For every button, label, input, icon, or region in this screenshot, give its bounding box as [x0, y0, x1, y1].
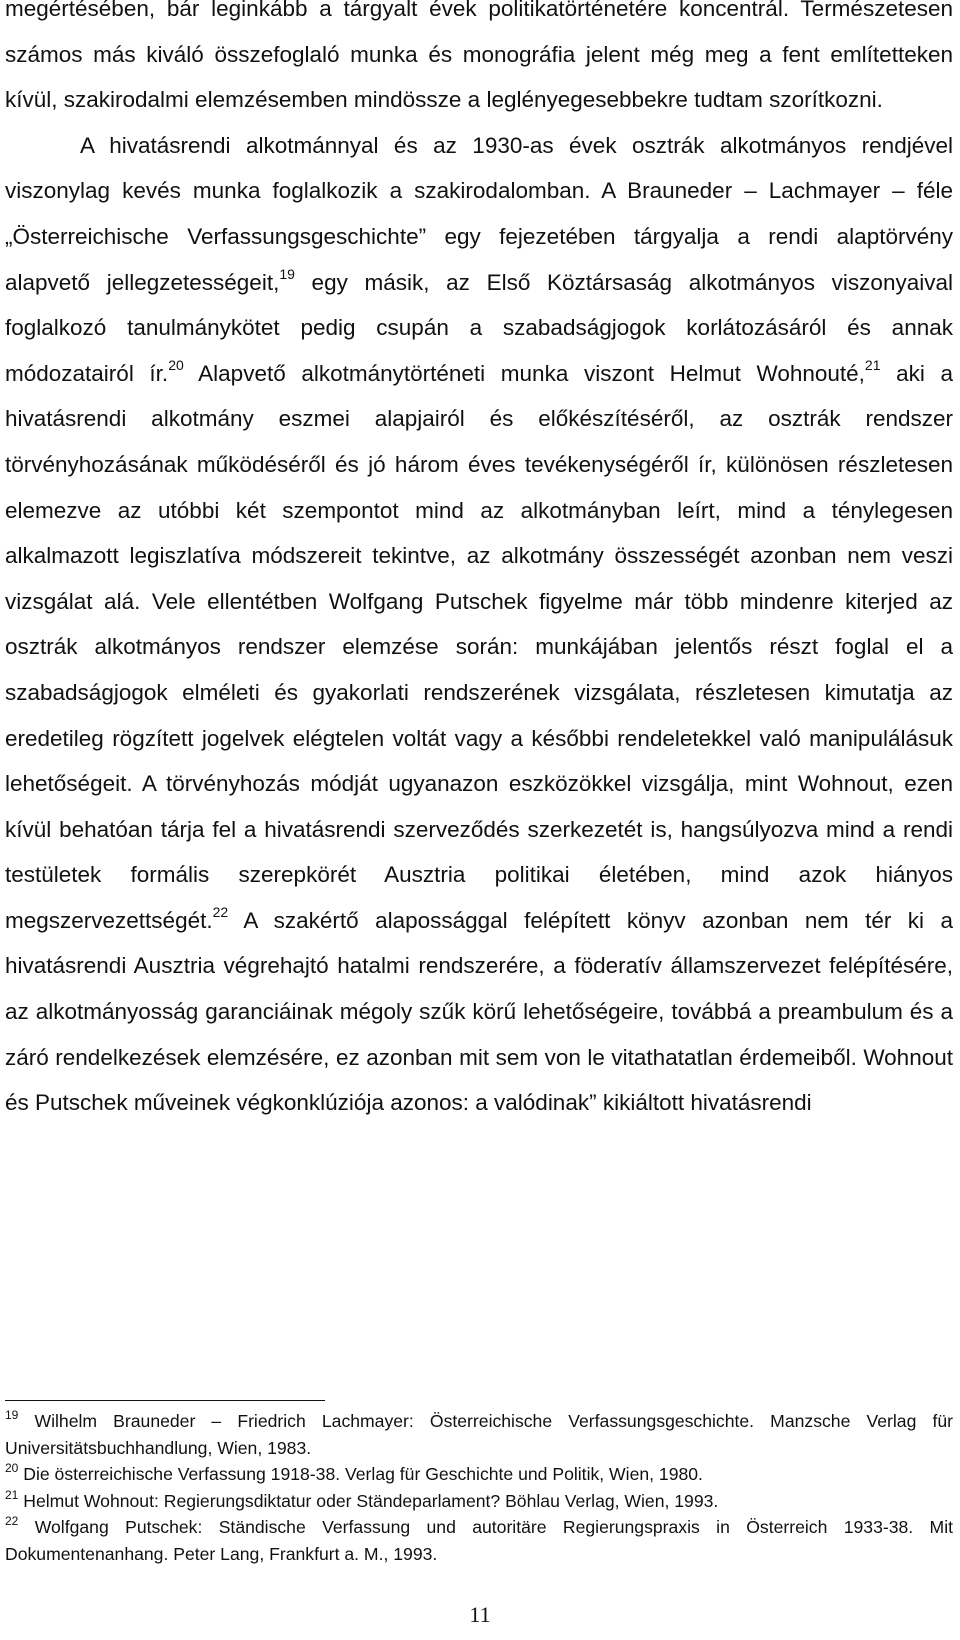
footnote-separator: [5, 1400, 325, 1401]
paragraph-text: Alapvető alkotmánytörténeti munka viszont Helmut Wohnouté,: [183, 360, 865, 386]
footnote-number: 19: [5, 1408, 19, 1422]
footnote-number: 22: [5, 1514, 19, 1529]
footnote-number: 20: [5, 1461, 19, 1476]
footnote-ref-20[interactable]: 20: [168, 356, 184, 373]
footnote-number: 21: [5, 1487, 19, 1502]
footnote-text: Wolfgang Putschek: Ständische Verfassung und autoritäre Regierungspraxis in Österreich 1933-38. Mit Dokumentenanhang. Peter Lang, Frankfurt a. M., 1993.: [5, 1517, 953, 1564]
footnote-ref-19[interactable]: 19: [279, 265, 295, 282]
footnote-22: [5, 1514, 953, 1567]
paragraph-text: megértésében, bár leginkább a tárgyalt évek politikatörténetére koncentrál. Természetesen számos más kiváló összefoglaló munka és monográfia jelent még meg a fent említetteken kívül, szakirodalmi elemzésemben mindössze a leglényegesebbekre tudtam szorítkozni.: [5, 0, 953, 113]
page-number: 11: [469, 1602, 491, 1627]
footnote-text: Wilhelm Brauneder – Friedrich Lachmayer: Österreichische Verfassungsgeschichte. Manzsche Verlag für Universitätsbuchhandlung, Wien, 1983.: [5, 1411, 954, 1458]
footnote-ref-21[interactable]: 21: [864, 356, 881, 373]
paragraph-text: aki a hivatásrendi alkotmány eszmei alapjairól és előkészítéséről, az osztrák rendszer törvényhozásának működéséről és jó három éves tevékenységéről ír, különösen részletesen elemezve az utóbbi két szempontot mind az alkotmányban leírt, mind a ténylegesen alkalmazott legiszlatíva módszereit tekintve, az alkotmány összességét azonban nem veszi vizsgálat alá. Vele ellentétben Wolfgang Putschek figyelme már több mindenre kiterjed az osztrák alkotmányos rendszer elemzése során: munkájában jelentős részt foglal el a szabadságjogok elméleti és gyakorlati rendszerének vizsgálata, részletesen kimutatja az eredetileg rögzített jogelvek elégtelen voltát vagy a későbbi rendeletekkel való manipulálásuk lehetőségeit. A törvényhozás módját ugyanazon eszközökkel vizsgálja, mint Wohnout, ezen kívül behatóan tárja fel a hivatásrendi szerveződés szerkezetét is, hangsúlyozva mind a rendi testületek formális szerepkörét Ausztria politikai életében, mind azok hiányos megszervezettségét.: [5, 360, 953, 933]
paragraph-text: A hivatásrendi alkotmánnyal és az 1930-as évek osztrák alkotmányos rendjével viszonylag kevés munka foglalkozik a szakirodalomban. A Brauneder – Lachmayer – féle „Österreichische Verfassungsgeschichte” egy fejezetében tárgyalja a rendi alaptörvény alapvető jellegzetességeit,: [5, 132, 953, 295]
footnote-text: Helmut Wohnout: Regierungsdiktatur oder Ständeparlament? Böhlau Verlag, Wien, 1993.: [23, 1490, 719, 1511]
footnote-20: [5, 1461, 953, 1488]
footnote-21: [5, 1488, 953, 1515]
body-text: [5, 0, 953, 1126]
footnote-ref-22[interactable]: 22: [212, 903, 229, 920]
footnotes: [5, 1408, 953, 1568]
footnote-text: Die österreichische Verfassung 1918-38. Verlag für Geschichte und Politik, Wien, 1980.: [23, 1464, 703, 1485]
paragraph-2: [5, 123, 953, 1126]
paragraph-1: [5, 0, 953, 123]
paragraph-text: A szakértő alapossággal felépített könyv azonban nem tér ki a hivatásrendi Ausztria végrehajtó hatalmi rendszerére, a föderatív államszervezet felépítésére, az alkotmányosság garanciáinak mégoly szűk körű lehetőségeire, továbbá a preambulum és a záró rendelkezések elemzésére, ez azonban mit sem von le vitathatatlan érdemeiből. Wohnout és Putschek műveinek végkonklúziója azonos: a valódinak” kikiáltott hivatásrendi: [5, 907, 953, 1116]
footnote-19: [5, 1408, 953, 1461]
paragraph-text: egy másik, az Első Köztársaság alkotmányos viszonyaival foglalkozó tanulmánykötet pedig csupán a szabadságjogok korlátozásáról és annak módozatairól ír.: [5, 269, 953, 386]
